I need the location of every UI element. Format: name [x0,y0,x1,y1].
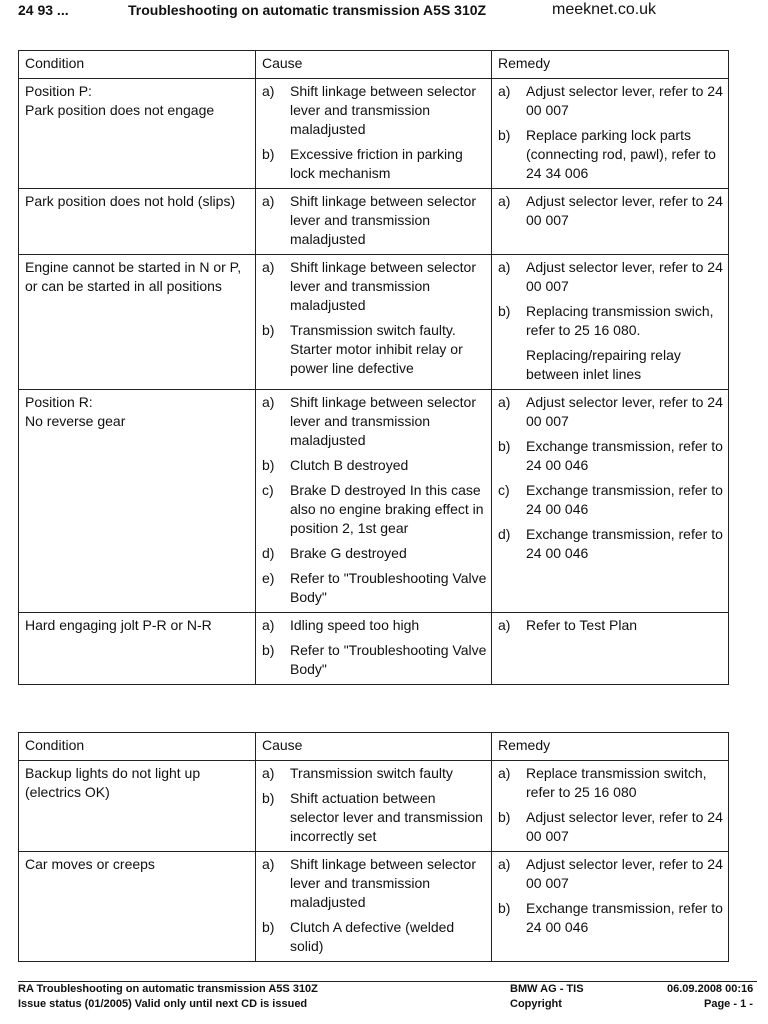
remedy-item [498,616,724,635]
remedy-cell [492,189,729,255]
cause-item [262,456,487,475]
remedy-item [498,437,724,475]
item-letter: b) [262,790,275,806]
item-text: Brake D destroyed In this case also no engine braking effect in position 2, 1st gear [290,482,484,536]
item-letter: b) [262,457,275,473]
cause-cell [256,255,492,390]
item-text: Shift actuation between selector lever and transmission incorrectly set [290,790,483,844]
footer-copyright: Copyright [510,998,562,1010]
item-letter: c) [498,482,510,498]
remedy-item [498,855,724,893]
item-text: Refer to "Troubleshooting Valve Body" [290,570,487,605]
cause-cell [256,613,492,685]
item-letter: a) [498,394,511,410]
item-letter: a) [262,83,275,99]
item-letter: a) [262,259,275,275]
item-letter: b) [262,146,275,162]
item-letter: a) [498,856,511,872]
remedy-cell [492,79,729,189]
item-text: Shift linkage between selector lever and transmission maladjusted [290,394,476,448]
item-text: Idling speed too high [290,617,420,633]
cause-cell [256,79,492,189]
footer-doc-title: RA Troubleshooting on automatic transmission A5S 310Z [18,983,318,995]
remedy-cell [492,613,729,685]
item-letter: a) [498,765,511,781]
item-letter: b) [498,900,511,916]
remedy-cell [492,255,729,390]
condition-cell [19,761,256,852]
item-text: Excessive friction in parking lock mechanism [290,146,463,181]
troubleshooting-table-1 [18,50,729,685]
item-letter: a) [262,193,275,209]
remedy-item [498,808,724,846]
cause-cell [256,761,492,852]
table-row [19,761,729,852]
item-text: Replacing transmission swich, refer to 25 16 080. [526,303,714,338]
condition-cell [19,79,256,189]
table-row [19,79,729,189]
item-letter: b) [262,919,275,935]
remedy-item [498,302,724,340]
cause-item [262,321,487,378]
item-text: Adjust selector lever, refer to 24 00 007 [526,193,723,228]
item-letter: c) [262,482,274,498]
item-text: Shift linkage between selector lever and transmission maladjusted [290,83,476,137]
cause-item [262,569,487,607]
column-header-cause: Cause [256,51,492,79]
condition-text: Hard engaging jolt P-R or N-R [25,617,212,633]
condition-text: Engine cannot be started in N or P, or can be started in all positions [25,259,242,294]
table-row [19,390,729,613]
item-letter: a) [262,765,275,781]
column-header-remedy: Remedy [492,51,729,79]
cause-item [262,192,487,249]
item-text: Exchange transmission, refer to 24 00 046 [526,482,723,517]
item-letter: a) [498,617,511,633]
item-text: Exchange transmission, refer to 24 00 046 [526,526,723,561]
condition-cell [19,613,256,685]
cause-item [262,616,487,635]
remedy-item [498,82,724,120]
table-row [19,189,729,255]
footer-issue-status: Issue status (01/2005) Valid only until next CD is issued [18,998,308,1010]
item-text: Adjust selector lever, refer to 24 00 007 [526,394,723,429]
cause-cell [256,390,492,613]
item-text: Adjust selector lever, refer to 24 00 007 [526,83,723,118]
footer-page-number: Page - 1 - [704,998,753,1010]
item-text: Shift linkage between selector lever and transmission maladjusted [290,193,476,247]
item-text: Adjust selector lever, refer to 24 00 007 [526,856,723,891]
item-letter: a) [262,617,275,633]
remedy-item [498,525,724,563]
item-text: Replace transmission switch, refer to 25 16 080 [526,765,707,800]
cause-item [262,544,487,563]
item-letter: b) [262,322,275,338]
item-letter: a) [498,259,511,275]
condition-cell [19,189,256,255]
remedy-note: Replacing/repairing relay between inlet lines [526,347,681,382]
item-letter: a) [262,394,275,410]
condition-cell [19,390,256,613]
cause-item [262,393,487,450]
item-letter: d) [262,545,275,561]
item-letter: b) [498,127,511,143]
item-text: Adjust selector lever, refer to 24 00 007 [526,809,723,844]
cause-item [262,764,487,783]
item-letter: b) [498,438,511,454]
cause-item [262,789,487,846]
column-header-condition: Condition [19,733,256,761]
item-text: Clutch B destroyed [290,457,409,473]
footer-divider [18,981,757,982]
column-header-remedy: Remedy [492,733,729,761]
remedy-item [498,899,724,937]
remedy-item [498,764,724,802]
cause-item [262,481,487,538]
condition-text: Backup lights do not light up (electrics OK) [25,765,201,800]
item-letter: a) [498,193,511,209]
item-text: Refer to Test Plan [526,617,638,633]
table-row [19,255,729,390]
footer-datetime: 06.09.2008 00:16 [667,983,754,995]
document-code: 24 93 ... [18,2,69,18]
cause-item [262,258,487,315]
item-text: Shift linkage between selector lever and transmission maladjusted [290,856,476,910]
site-name: meeknet.co.uk [552,1,657,18]
document-title: Troubleshooting on automatic transmission A5S 310Z [128,2,487,18]
table-row [19,852,729,962]
remedy-item [498,258,724,296]
condition-text: No reverse gear [25,413,126,429]
cause-cell [256,852,492,962]
item-text: Transmission switch faulty [290,765,453,781]
table-header-row [19,51,729,79]
remedy-item [498,481,724,519]
item-text: Shift linkage between selector lever and transmission maladjusted [290,259,476,313]
item-letter: e) [262,570,275,586]
condition-text: Park position does not engage [25,102,215,118]
column-header-cause: Cause [256,733,492,761]
item-text: Exchange transmission, refer to 24 00 046 [526,900,723,935]
item-text: Replace parking lock parts (connecting rod, pawl), refer to 24 34 006 [526,127,716,181]
remedy-cell [492,390,729,613]
condition-cell [19,255,256,390]
item-text: Refer to "Troubleshooting Valve Body" [290,642,487,677]
condition-text: Position R: [25,394,93,410]
troubleshooting-table-2 [18,732,729,962]
condition-text: Car moves or creeps [25,856,155,872]
item-letter: b) [498,809,511,825]
condition-text: Position P: [25,83,92,99]
item-letter: b) [262,642,275,658]
condition-text: Park position does not hold (slips) [25,193,236,209]
footer-publisher: BMW AG - TIS [510,983,584,995]
condition-cell [19,852,256,962]
remedy-cell [492,761,729,852]
item-letter: a) [262,856,275,872]
remedy-item [498,126,724,183]
item-text: Brake G destroyed [290,545,407,561]
item-text: Transmission switch faulty. Starter motor inhibit relay or power line defective [290,322,463,376]
item-text: Clutch A defective (welded solid) [290,919,455,954]
table-header-row [19,733,729,761]
cause-item [262,918,487,956]
cause-item [262,145,487,183]
column-header-condition: Condition [19,51,256,79]
remedy-cell [492,852,729,962]
cause-item [262,82,487,139]
item-letter: b) [498,303,511,319]
item-text: Adjust selector lever, refer to 24 00 007 [526,259,723,294]
cause-item [262,641,487,679]
remedy-item [498,393,724,431]
cause-item [262,855,487,912]
item-letter: d) [498,526,511,542]
item-letter: a) [498,83,511,99]
table-row [19,613,729,685]
cause-cell [256,189,492,255]
item-text: Exchange transmission, refer to 24 00 046 [526,438,723,473]
remedy-item [498,192,724,230]
